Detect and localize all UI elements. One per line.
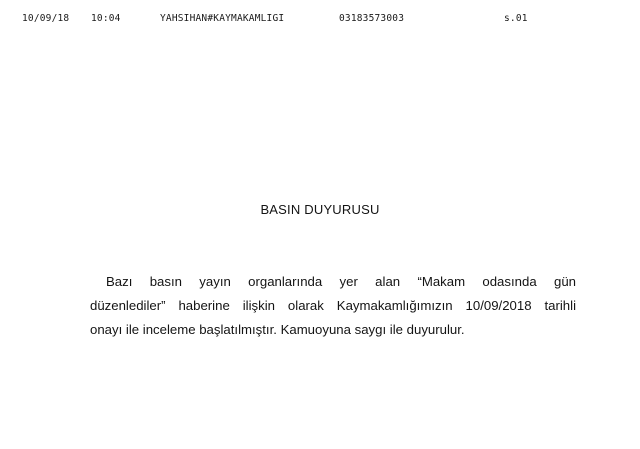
body-line: onayı ile inceleme başlatılmıştır. Kamuoyuna saygı ile duyurulur. <box>90 322 465 337</box>
fax-sender: YAHSIHAN#KAYMAKAMLIGI <box>160 13 285 24</box>
body-line: düzenlediler” haberine ilişkin olarak Kaymakamlığımızın 10/09/2018 tarihli <box>90 298 576 313</box>
document-title: BASIN DUYURUSU <box>260 202 380 217</box>
announcement-body <box>90 270 576 342</box>
fax-phone: 03183573003 <box>339 13 405 24</box>
fax-date: 10/09/18 <box>22 13 70 24</box>
body-line: Bazı basın yayın organlarında yer alan “Makam odasında gün <box>106 274 576 289</box>
fax-header <box>0 13 640 27</box>
fax-page-number: s.01 <box>504 13 528 24</box>
fax-time: 10:04 <box>91 13 121 24</box>
